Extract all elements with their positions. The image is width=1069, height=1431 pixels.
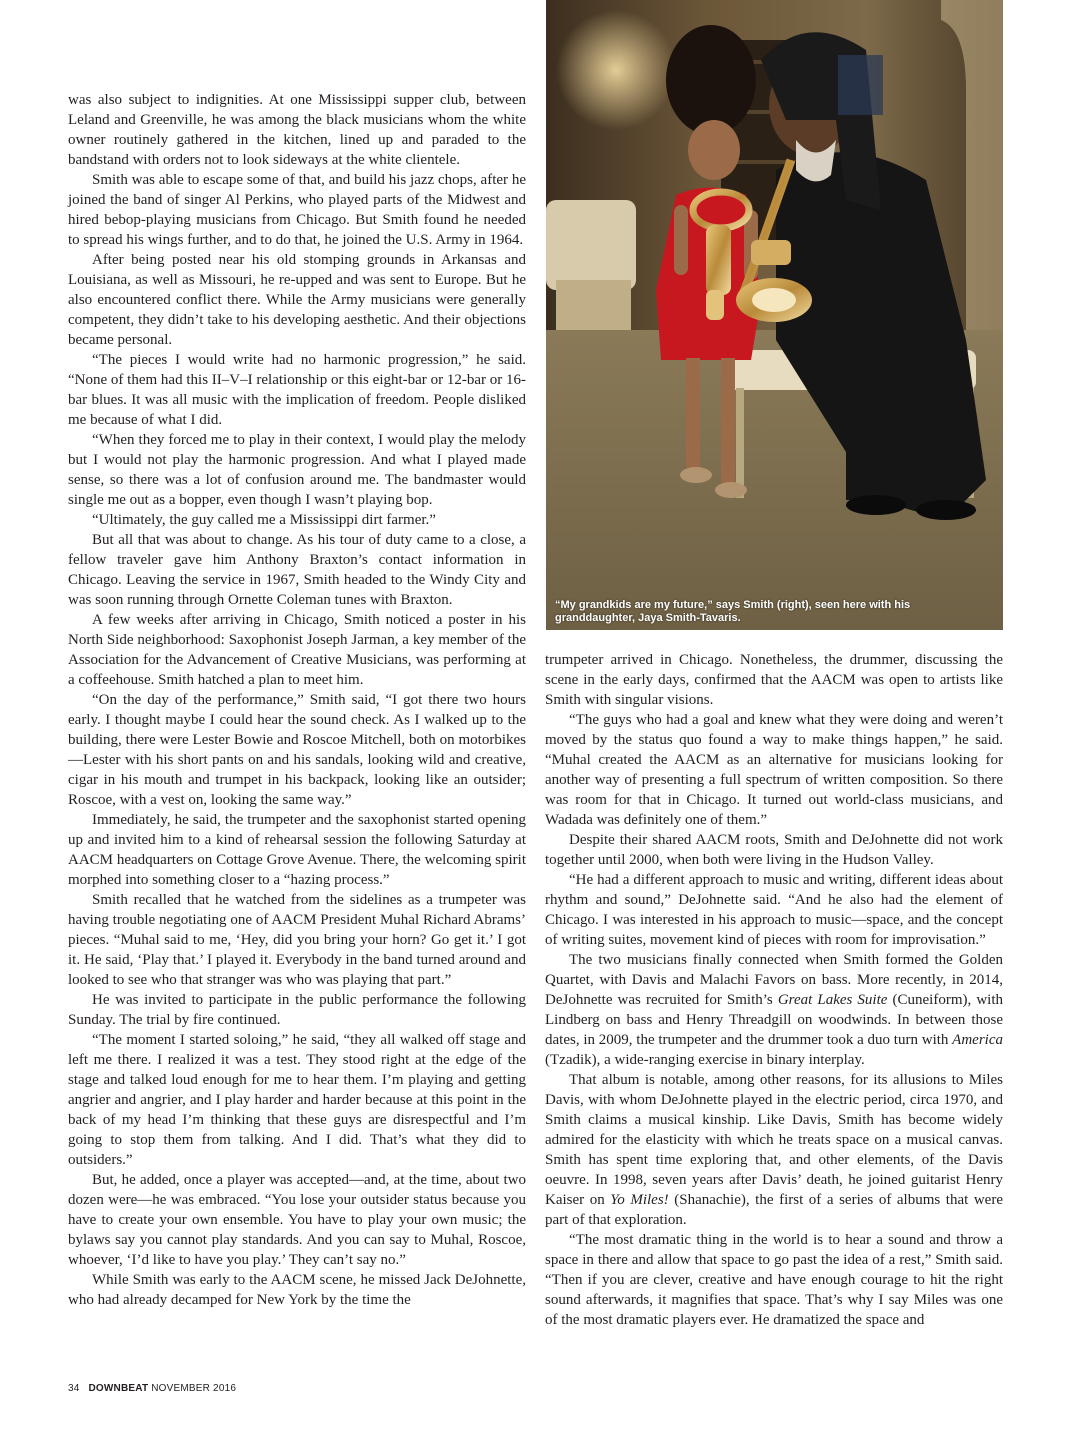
article-column-left [68,90,526,1310]
paragraph: Immediately, he said, the trumpeter and the saxophonist started opening up and invited him to a kind of rehearsal session the following Saturday at AACM headquarters on Cottage Grove Avenue. There, the welcoming spirit morphed into something closer to a “hazing process.” [68,812,526,888]
paragraph: “The pieces I would write had no harmonic progression,” he said. “None of them had this II–V–I relationship or this eight-bar or 12-bar or 16-bar blues. It was all music with the implication of freedom. People disliked me because of what I did. [68,352,526,428]
photo-smith-and-granddaughter [546,0,1003,630]
paragraph: But, he added, once a player was accepted—and, at the time, about two dozen were—he was embraced. “You lose your outsider status because you have to create your own ensemble. You have to play your own music; the bylaws say you cannot play standards. And you can say to Muhal, Roscoe, whoever, ‘I’d like to have you play.’ They can’t say no.” [68,1172,526,1268]
issue-date: NOVEMBER 2016 [151,1383,237,1394]
paragraph: Smith recalled that he watched from the sidelines as a trumpeter was having trouble negotiating one of AACM President Muhal Richard Abrams’ pieces. “Muhal said to me, ‘Hey, did you bring your horn? Go get it.’ I got it. He said, ‘Play that.’ I played it. Everybody in the band turned around and looked to see who that stranger was who was playing that part.” [68,892,526,988]
text-run: That album is notable, among other reasons, for its allusions to Miles Davis, with whom DeJohnette played in the electric period, circa 1970, and Smith claims a musical kinship. Like Davis, Smith has become widely admired for the elasticity with which he treats space on a musical canvas. Smith has spent time exploring that, and other elements, of the Davis oeuvre. In 1998, seven years after Davis’ death, he joined guitarist Henry Kaiser on [545,1072,1003,1208]
paragraph: “On the day of the performance,” Smith said, “I got there two hours early. I thought maybe I could hear the sound check. As I walked up to the building, there were Lester Bowie and Roscoe Mitchell, both on motorbikes—Lester with his short pants on and his sandals, looking wild and creative, cigar in his mouth and trumpet in his backpack, looking like an outsider; Roscoe, with a vest on, looking the same way.” [68,692,526,808]
paragraph: “When they forced me to play in their context, I would play the melody but I would not play the harmonic progression. And what I played made sense, so there was a lot of confusion around me. The bandmaster would single me out as a bopper, even though I wasn’t playing bop. [68,432,526,508]
page-number: 34 [68,1383,80,1394]
article-column-right [545,650,1003,1330]
paragraph: Smith was able to escape some of that, and build his jazz chops, after he joined the band of singer Al Perkins, who played parts of the Midwest and hired bebop-playing musicians from Chicago. But Smith found he needed to spread his wings further, and to do that, he joined the U.S. Army in 1964. [68,172,526,248]
paragraph: trumpeter arrived in Chicago. Nonetheless, the drummer, discussing the scene in the early days, confirmed that the AACM was open to artists like Smith with singular visions. [545,652,1003,708]
paragraph [545,950,1003,1070]
paragraph: After being posted near his old stomping grounds in Arkansas and Louisiana, as well as Missouri, he re-upped and was sent to Europe. But he also encountered conflict there. While the Army musicians were generally competent, they didn’t take to his developing aesthetic. And their objections became personal. [68,252,526,348]
page-folio [68,1383,236,1394]
paragraph: “The moment I started soloing,” he said, “they all walked off stage and left me there. I realized it was a test. They stood right at the edge of the stage and talked loud enough for me to hear them. I’m playing and getting angrier and angrier, and I play harder and harder because at this point in the back of my head I’m thinking that these guys are disrespectful and I’m going to stop them from talking. And I did. That’s what they did to outsiders.” [68,1032,526,1168]
magazine-name: DOWNBEAT [88,1383,149,1394]
album-title: Yo Miles! [610,1192,669,1208]
paragraph: “The most dramatic thing in the world is to hear a sound and throw a space in there and allow that space to go past the idea of a rest,” Smith said. “Then if you are clever, creative and have enough courage to hit the right sound afterwards, it magnifies that space. That’s why I say Miles was one of the most dramatic players ever. He dramatized the space and [545,1232,1003,1328]
photo-illustration [546,0,1003,630]
paragraph: “The guys who had a goal and knew what they were doing and weren’t moved by the status quo found a way to make things happen,” he said. “Muhal created the AACM as an alternative for musicians looking for another way of presenting a full spectrum of written composition. So there was room for that in Chicago. It turned out world-class musicians, and Wadada was definitely one of them.” [545,712,1003,828]
album-title: America [952,1032,1003,1048]
paragraph: But all that was about to change. As his tour of duty came to a close, a fellow traveler gave him Anthony Braxton’s contact information in Chicago. Leaving the service in 1967, Smith headed to the Windy City and was soon running through Ornette Coleman tunes with Braxton. [68,532,526,608]
paragraph: “Ultimately, the guy called me a Mississippi dirt farmer.” [92,512,436,528]
paragraph: He was invited to participate in the public performance the following Sunday. The trial by fire continued. [68,992,526,1028]
paragraph: Despite their shared AACM roots, Smith and DeJohnette did not work together until 2000, when both were living in the Hudson Valley. [545,832,1003,868]
text-run: (Shanachie), the first of a series of albums that were part of that exploration. [545,1192,1003,1228]
album-title: Great Lakes Suite [777,992,888,1008]
text-run: (Tzadik), a wide-ranging exercise in binary interplay. [545,1052,865,1068]
paragraph: While Smith was early to the AACM scene, he missed Jack DeJohnette, who had already decamped for New York by the time the [68,1272,526,1308]
paragraph: “He had a different approach to music and writing, different ideas about rhythm and sound,” DeJohnette said. “And he also had the element of Chicago. I was interested in his approach to music—space, and the concept of writing suites, movement kind of pieces with room for improvisation.” [545,872,1003,948]
paragraph: was also subject to indignities. At one Mississippi supper club, between Leland and Greenville, he was among the black musicians whom the white owner routinely gathered in the kitchen, lined up and paraded to the bandstand with orders not to look sideways at the white clientele. [68,92,526,168]
text-run: The two musicians finally connected when Smith formed the Golden Quartet, with Davis and Malachi Favors on bass. More recently, in 2014, DeJohnette was recruited for Smith’s [545,952,1003,1008]
photo-caption: “My grandkids are my future,” says Smith (right), seen here with his granddaughter, Jaya Smith-Tavaris. [555,599,911,624]
text-run: (Cuneiform), with Lindberg on bass and Henry Threadgill on woodwinds. In between those dates, in 2009, the trumpeter and the drummer took a duo turn with [545,992,1003,1048]
paragraph [545,1070,1003,1230]
paragraph: A few weeks after arriving in Chicago, Smith noticed a poster in his North Side neighborhood: Saxophonist Joseph Jarman, a key member of the Association for the Advancement of Creative Musicians, was performing at a coffeehouse. Smith hatched a plan to meet him. [68,612,526,688]
